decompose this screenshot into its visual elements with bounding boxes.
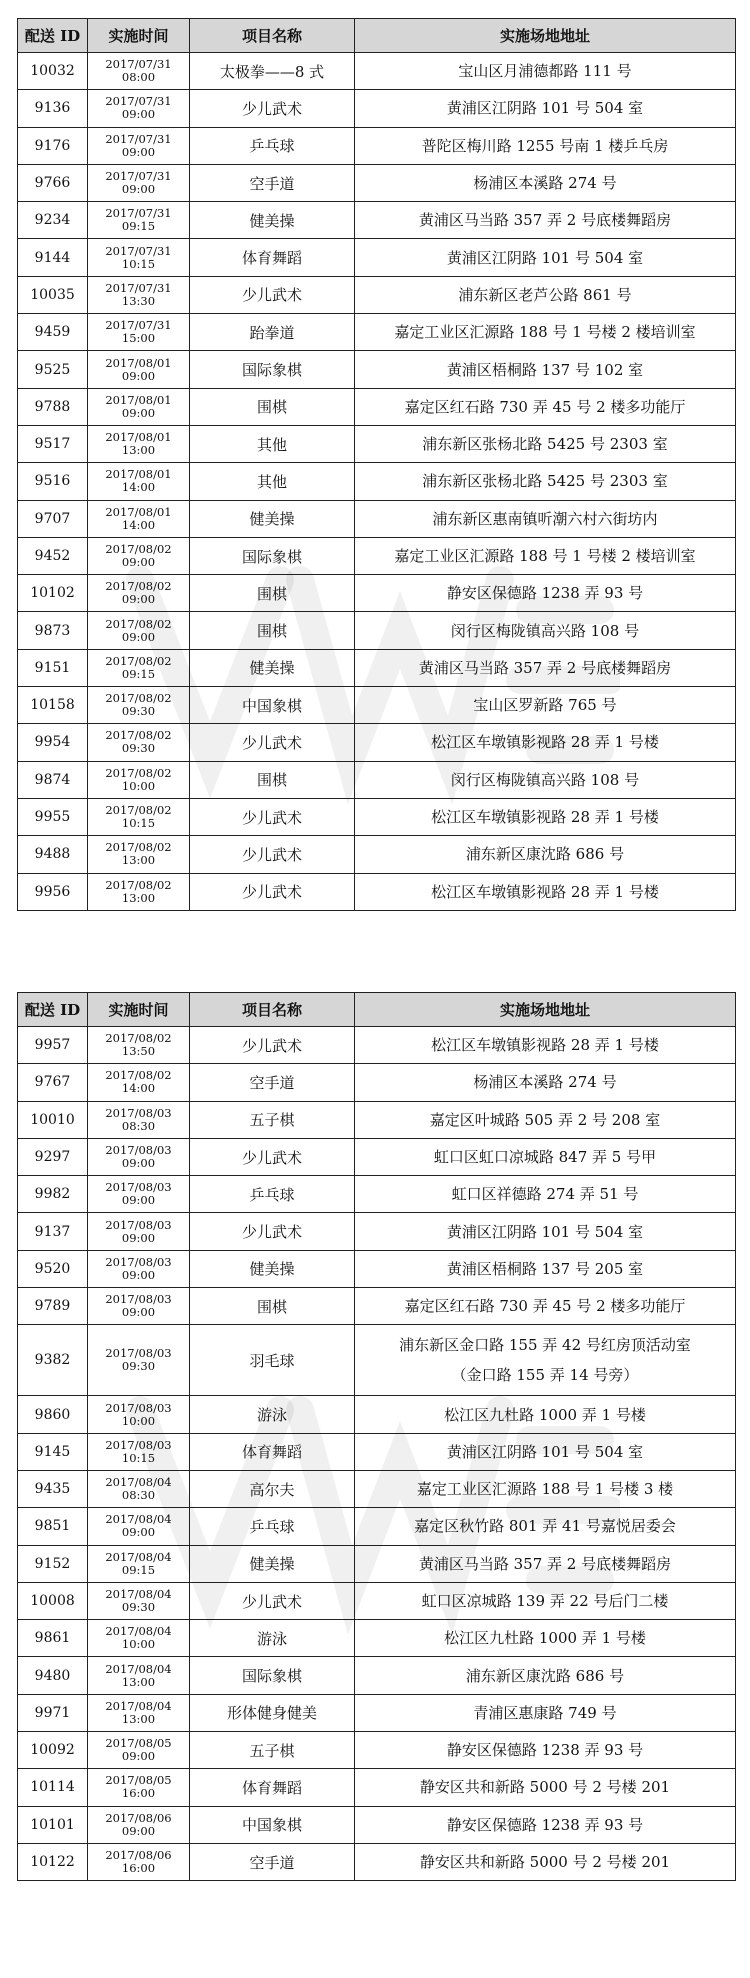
- cell-time: 2017/08/01 09:00: [88, 388, 190, 425]
- cell-project-name: 健美操: [190, 500, 355, 537]
- cell-project-name: 高尔夫: [190, 1470, 355, 1507]
- cell-project-name: 乒乓球: [190, 127, 355, 164]
- cell-address: 黄浦区马当路 357 弄 2 号底楼舞蹈房: [355, 649, 736, 686]
- cell-project-name: 体育舞蹈: [190, 1769, 355, 1806]
- cell-id: 9525: [18, 351, 88, 388]
- cell-time: 2017/08/02 10:15: [88, 798, 190, 835]
- cell-time: 2017/08/04 10:00: [88, 1620, 190, 1657]
- cell-project-name: 跆拳道: [190, 314, 355, 351]
- cell-project-name: 游泳: [190, 1396, 355, 1433]
- table-row: [18, 649, 736, 686]
- cell-address: 青浦区惠康路 749 号: [355, 1694, 736, 1731]
- cell-id: 10114: [18, 1769, 88, 1806]
- table-row: [18, 239, 736, 276]
- cell-id: 10158: [18, 687, 88, 724]
- table-row: [18, 1843, 736, 1880]
- cell-time: 2017/08/05 09:00: [88, 1732, 190, 1769]
- table-row: [18, 388, 736, 425]
- cell-time: 2017/07/31 08:00: [88, 53, 190, 90]
- cell-project-name: 健美操: [190, 1250, 355, 1287]
- header-address: 实施场地地址: [355, 993, 736, 1027]
- cell-id: 10092: [18, 1732, 88, 1769]
- table-row: [18, 1545, 736, 1582]
- cell-id: 9136: [18, 90, 88, 127]
- table-row: [18, 1325, 736, 1396]
- cell-address: 虹口区祥德路 274 弄 51 号: [355, 1176, 736, 1213]
- table-row: [18, 1101, 736, 1138]
- table-row: [18, 90, 736, 127]
- cell-id: 9516: [18, 463, 88, 500]
- header-time: 实施时间: [88, 993, 190, 1027]
- cell-id: 9789: [18, 1288, 88, 1325]
- table-row: [18, 276, 736, 313]
- cell-project-name: 围棋: [190, 388, 355, 425]
- header-id: 配送 ID: [18, 19, 88, 53]
- cell-project-name: 健美操: [190, 649, 355, 686]
- cell-project-name: 太极拳——8 式: [190, 53, 355, 90]
- cell-address: 闵行区梅陇镇高兴路 108 号: [355, 612, 736, 649]
- cell-address: 浦东新区康沈路 686 号: [355, 836, 736, 873]
- cell-time: 2017/08/03 10:00: [88, 1396, 190, 1433]
- cell-id: 9707: [18, 500, 88, 537]
- table-row: [18, 687, 736, 724]
- cell-project-name: 乒乓球: [190, 1176, 355, 1213]
- table-row: [18, 53, 736, 90]
- cell-address: 静安区保德路 1238 弄 93 号: [355, 575, 736, 612]
- cell-project-name: 国际象棋: [190, 537, 355, 574]
- cell-time: 2017/08/03 09:00: [88, 1213, 190, 1250]
- cell-project-name: 少儿武术: [190, 798, 355, 835]
- table-row: [18, 351, 736, 388]
- cell-address: 黄浦区江阴路 101 号 504 室: [355, 1213, 736, 1250]
- table-row: [18, 1176, 736, 1213]
- cell-id: 10010: [18, 1101, 88, 1138]
- cell-project-name: 少儿武术: [190, 90, 355, 127]
- cell-time: 2017/08/02 13:00: [88, 836, 190, 873]
- cell-address: 黄浦区江阴路 101 号 504 室: [355, 90, 736, 127]
- cell-id: 10122: [18, 1843, 88, 1880]
- table-row: [18, 164, 736, 201]
- table-row: [18, 1470, 736, 1507]
- cell-time: 2017/08/03 10:15: [88, 1433, 190, 1470]
- cell-time: 2017/08/04 08:30: [88, 1470, 190, 1507]
- cell-address: 嘉定区秋竹路 801 弄 41 号嘉悦居委会: [355, 1508, 736, 1545]
- cell-time: 2017/08/06 16:00: [88, 1843, 190, 1880]
- cell-address: 黄浦区江阴路 101 号 504 室: [355, 239, 736, 276]
- table-row: [18, 127, 736, 164]
- cell-project-name: 五子棋: [190, 1101, 355, 1138]
- cell-address: 宝山区罗新路 765 号: [355, 687, 736, 724]
- cell-project-name: 中国象棋: [190, 1806, 355, 1843]
- cell-project-name: 五子棋: [190, 1732, 355, 1769]
- cell-address: 浦东新区金口路 155 弄 42 号红房顶活动室 （金口路 155 弄 14 号旁）: [355, 1325, 736, 1396]
- cell-time: 2017/08/03 09:00: [88, 1138, 190, 1175]
- table-row: [18, 873, 736, 910]
- cell-time: 2017/08/02 10:00: [88, 761, 190, 798]
- table-row: [18, 314, 736, 351]
- cell-address: 浦东新区康沈路 686 号: [355, 1657, 736, 1694]
- cell-project-name: 围棋: [190, 612, 355, 649]
- cell-time: 2017/08/01 09:00: [88, 351, 190, 388]
- cell-address: 嘉定工业区汇源路 188 号 1 号楼 2 楼培训室: [355, 314, 736, 351]
- cell-address: 静安区共和新路 5000 号 2 号楼 201: [355, 1843, 736, 1880]
- cell-address: 松江区九杜路 1000 弄 1 号楼: [355, 1396, 736, 1433]
- cell-time: 2017/07/31 10:15: [88, 239, 190, 276]
- cell-project-name: 空手道: [190, 1064, 355, 1101]
- cell-address: 宝山区月浦德都路 111 号: [355, 53, 736, 90]
- cell-id: 9874: [18, 761, 88, 798]
- table-row: [18, 575, 736, 612]
- cell-address: 浦东新区惠南镇听潮六村六街坊内: [355, 500, 736, 537]
- cell-time: 2017/08/02 09:00: [88, 612, 190, 649]
- cell-time: 2017/08/02 13:00: [88, 873, 190, 910]
- table-row: [18, 425, 736, 462]
- cell-time: 2017/07/31 09:00: [88, 90, 190, 127]
- table-row: [18, 1769, 736, 1806]
- table-row: [18, 500, 736, 537]
- header-row: [18, 993, 736, 1027]
- cell-address: 静安区保德路 1238 弄 93 号: [355, 1732, 736, 1769]
- cell-project-name: 健美操: [190, 1545, 355, 1582]
- cell-address: 松江区车墩镇影视路 28 弄 1 号楼: [355, 724, 736, 761]
- cell-time: 2017/08/04 09:15: [88, 1545, 190, 1582]
- cell-id: 9452: [18, 537, 88, 574]
- cell-address: 黄浦区江阴路 101 号 504 室: [355, 1433, 736, 1470]
- cell-project-name: 少儿武术: [190, 836, 355, 873]
- cell-project-name: 其他: [190, 463, 355, 500]
- cell-id: 9137: [18, 1213, 88, 1250]
- cell-address: 松江区九杜路 1000 弄 1 号楼: [355, 1620, 736, 1657]
- cell-time: 2017/08/03 08:30: [88, 1101, 190, 1138]
- table-row: [18, 1064, 736, 1101]
- cell-address: 松江区车墩镇影视路 28 弄 1 号楼: [355, 1027, 736, 1064]
- cell-id: 9860: [18, 1396, 88, 1433]
- table-row: [18, 1806, 736, 1843]
- cell-time: 2017/08/03 09:30: [88, 1325, 190, 1396]
- table-row: [18, 463, 736, 500]
- table-row: [18, 1694, 736, 1731]
- table-row: [18, 1288, 736, 1325]
- cell-time: 2017/08/04 09:00: [88, 1508, 190, 1545]
- table-row: [18, 1620, 736, 1657]
- cell-time: 2017/07/31 09:00: [88, 127, 190, 164]
- cell-time: 2017/08/03 09:00: [88, 1250, 190, 1287]
- table-row: [18, 202, 736, 239]
- cell-project-name: 空手道: [190, 164, 355, 201]
- cell-id: 9520: [18, 1250, 88, 1287]
- cell-address: 嘉定区红石路 730 弄 45 号 2 楼多功能厅: [355, 1288, 736, 1325]
- table-row: [18, 836, 736, 873]
- cell-id: 9982: [18, 1176, 88, 1213]
- header-name: 项目名称: [190, 19, 355, 53]
- cell-address: 黄浦区马当路 357 弄 2 号底楼舞蹈房: [355, 1545, 736, 1582]
- cell-time: 2017/08/04 13:00: [88, 1657, 190, 1694]
- cell-address: 杨浦区本溪路 274 号: [355, 1064, 736, 1101]
- cell-id: 9144: [18, 239, 88, 276]
- cell-id: 10032: [18, 53, 88, 90]
- cell-id: 9971: [18, 1694, 88, 1731]
- cell-project-name: 围棋: [190, 761, 355, 798]
- cell-time: 2017/08/06 09:00: [88, 1806, 190, 1843]
- cell-id: 10035: [18, 276, 88, 313]
- cell-address: 普陀区梅川路 1255 号南 1 楼乒乓房: [355, 127, 736, 164]
- cell-time: 2017/07/31 15:00: [88, 314, 190, 351]
- cell-address: 浦东新区老芦公路 861 号: [355, 276, 736, 313]
- cell-address: 黄浦区梧桐路 137 号 205 室: [355, 1250, 736, 1287]
- cell-address: 虹口区虹口凉城路 847 弄 5 号甲: [355, 1138, 736, 1175]
- table-row: [18, 1508, 736, 1545]
- cell-time: 2017/08/01 14:00: [88, 500, 190, 537]
- cell-address: 浦东新区张杨北路 5425 号 2303 室: [355, 463, 736, 500]
- table-row: [18, 612, 736, 649]
- cell-address: 松江区车墩镇影视路 28 弄 1 号楼: [355, 798, 736, 835]
- cell-id: 9955: [18, 798, 88, 835]
- header-address: 实施场地地址: [355, 19, 736, 53]
- cell-address: 静安区保德路 1238 弄 93 号: [355, 1806, 736, 1843]
- cell-time: 2017/07/31 13:30: [88, 276, 190, 313]
- cell-time: 2017/08/04 13:00: [88, 1694, 190, 1731]
- cell-project-name: 少儿武术: [190, 1138, 355, 1175]
- cell-address: 嘉定区红石路 730 弄 45 号 2 楼多功能厅: [355, 388, 736, 425]
- cell-id: 9517: [18, 425, 88, 462]
- cell-address: 杨浦区本溪路 274 号: [355, 164, 736, 201]
- cell-project-name: 乒乓球: [190, 1508, 355, 1545]
- cell-address: 静安区共和新路 5000 号 2 号楼 201: [355, 1769, 736, 1806]
- cell-project-name: 健美操: [190, 202, 355, 239]
- cell-id: 9957: [18, 1027, 88, 1064]
- table-row: [18, 1250, 736, 1287]
- cell-id: 9151: [18, 649, 88, 686]
- table-row: [18, 761, 736, 798]
- cell-project-name: 少儿武术: [190, 724, 355, 761]
- cell-project-name: 其他: [190, 425, 355, 462]
- cell-id: 9176: [18, 127, 88, 164]
- cell-id: 9788: [18, 388, 88, 425]
- header-time: 实施时间: [88, 19, 190, 53]
- table-row: [18, 537, 736, 574]
- cell-time: 2017/08/02 09:15: [88, 649, 190, 686]
- cell-id: 9954: [18, 724, 88, 761]
- cell-project-name: 中国象棋: [190, 687, 355, 724]
- cell-time: 2017/08/03 09:00: [88, 1288, 190, 1325]
- table-row: [18, 1027, 736, 1064]
- cell-id: 10008: [18, 1582, 88, 1619]
- cell-id: 10101: [18, 1806, 88, 1843]
- cell-time: 2017/08/03 09:00: [88, 1176, 190, 1213]
- table-row: [18, 1657, 736, 1694]
- cell-id: 9861: [18, 1620, 88, 1657]
- cell-project-name: 国际象棋: [190, 351, 355, 388]
- table-row: [18, 1138, 736, 1175]
- schedule-table-1: [17, 18, 736, 911]
- table-row: [18, 1582, 736, 1619]
- cell-time: 2017/08/02 09:00: [88, 537, 190, 574]
- cell-project-name: 形体健身健美: [190, 1694, 355, 1731]
- cell-id: 9435: [18, 1470, 88, 1507]
- cell-time: 2017/07/31 09:00: [88, 164, 190, 201]
- cell-time: 2017/08/02 09:00: [88, 575, 190, 612]
- cell-id: 9767: [18, 1064, 88, 1101]
- cell-id: 9873: [18, 612, 88, 649]
- cell-address: 嘉定工业区汇源路 188 号 1 号楼 2 楼培训室: [355, 537, 736, 574]
- cell-project-name: 羽毛球: [190, 1325, 355, 1396]
- cell-time: 2017/08/01 13:00: [88, 425, 190, 462]
- cell-time: 2017/08/04 09:30: [88, 1582, 190, 1619]
- cell-time: 2017/08/02 09:30: [88, 724, 190, 761]
- cell-address: 嘉定工业区汇源路 188 号 1 号楼 3 楼: [355, 1470, 736, 1507]
- cell-address: 黄浦区马当路 357 弄 2 号底楼舞蹈房: [355, 202, 736, 239]
- cell-id: 9152: [18, 1545, 88, 1582]
- cell-id: 9766: [18, 164, 88, 201]
- cell-project-name: 围棋: [190, 575, 355, 612]
- cell-project-name: 少儿武术: [190, 873, 355, 910]
- cell-time: 2017/08/02 13:50: [88, 1027, 190, 1064]
- cell-project-name: 少儿武术: [190, 1213, 355, 1250]
- cell-project-name: 少儿武术: [190, 276, 355, 313]
- cell-address: 闵行区梅陇镇高兴路 108 号: [355, 761, 736, 798]
- header-name: 项目名称: [190, 993, 355, 1027]
- cell-project-name: 空手道: [190, 1843, 355, 1880]
- cell-time: 2017/08/05 16:00: [88, 1769, 190, 1806]
- cell-id: 9480: [18, 1657, 88, 1694]
- header-row: [18, 19, 736, 53]
- cell-address: 浦东新区张杨北路 5425 号 2303 室: [355, 425, 736, 462]
- cell-project-name: 游泳: [190, 1620, 355, 1657]
- header-id: 配送 ID: [18, 993, 88, 1027]
- cell-id: 9145: [18, 1433, 88, 1470]
- cell-id: 9956: [18, 873, 88, 910]
- cell-project-name: 围棋: [190, 1288, 355, 1325]
- cell-id: 9297: [18, 1138, 88, 1175]
- cell-id: 9382: [18, 1325, 88, 1396]
- cell-time: 2017/08/02 09:30: [88, 687, 190, 724]
- cell-project-name: 体育舞蹈: [190, 239, 355, 276]
- cell-address: 松江区车墩镇影视路 28 弄 1 号楼: [355, 873, 736, 910]
- table-row: [18, 798, 736, 835]
- cell-project-name: 体育舞蹈: [190, 1433, 355, 1470]
- cell-project-name: 国际象棋: [190, 1657, 355, 1694]
- cell-project-name: 少儿武术: [190, 1582, 355, 1619]
- cell-address: 虹口区凉城路 139 弄 22 号后门二楼: [355, 1582, 736, 1619]
- cell-project-name: 少儿武术: [190, 1027, 355, 1064]
- table-row: [18, 724, 736, 761]
- cell-address: 嘉定区叶城路 505 弄 2 号 208 室: [355, 1101, 736, 1138]
- cell-id: 9459: [18, 314, 88, 351]
- cell-time: 2017/08/02 14:00: [88, 1064, 190, 1101]
- table-row: [18, 1213, 736, 1250]
- table-row: [18, 1433, 736, 1470]
- cell-time: 2017/08/01 14:00: [88, 463, 190, 500]
- cell-id: 9488: [18, 836, 88, 873]
- cell-id: 9851: [18, 1508, 88, 1545]
- cell-id: 10102: [18, 575, 88, 612]
- cell-time: 2017/07/31 09:15: [88, 202, 190, 239]
- table-row: [18, 1396, 736, 1433]
- table-row: [18, 1732, 736, 1769]
- cell-id: 9234: [18, 202, 88, 239]
- cell-address: 黄浦区梧桐路 137 号 102 室: [355, 351, 736, 388]
- schedule-table-2: [17, 992, 736, 1881]
